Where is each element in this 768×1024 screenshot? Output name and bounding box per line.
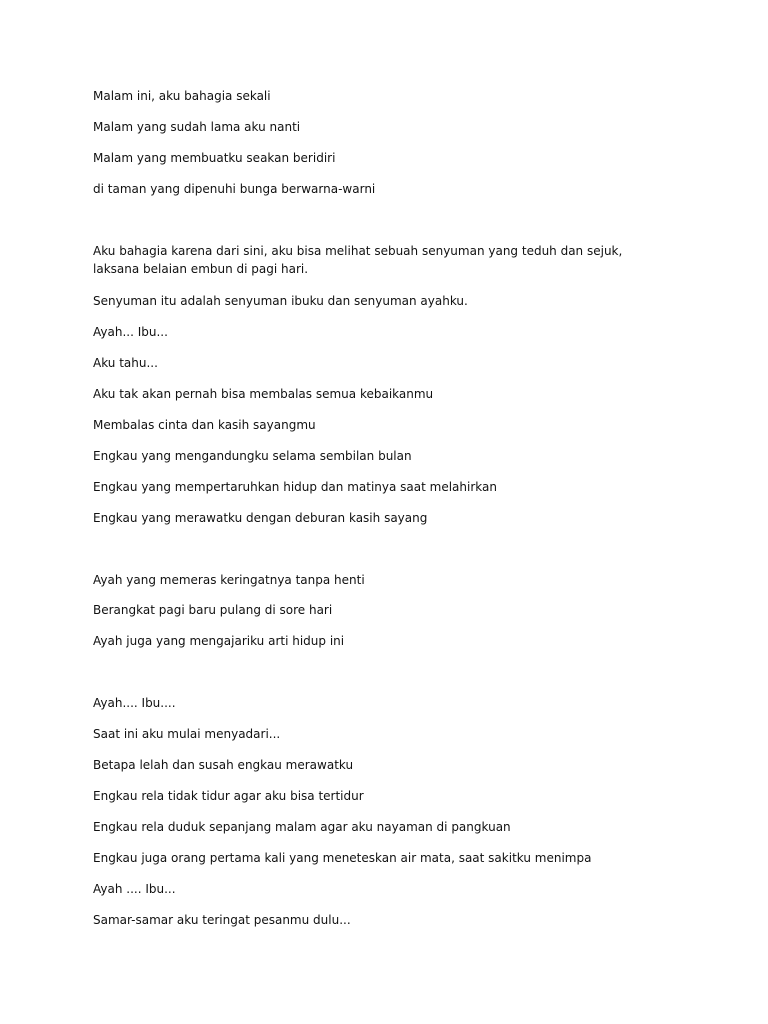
poem-line: Ayah yang memeras keringatnya tanpa henti xyxy=(93,573,365,587)
poem-line: Engkau rela tidak tidur agar aku bisa tertidur xyxy=(93,789,364,803)
poem-line: Malam ini, aku bahagia sekali xyxy=(93,89,271,103)
poem-paragraph: Aku bahagia karena dari sini, aku bisa melihat sebuah senyuman yang teduh dan sejuk, laksana belaian embun di pagi hari. xyxy=(93,244,623,276)
poem-line: di taman yang dipenuhi bunga berwarna-warni xyxy=(93,182,376,196)
poem-line: Betapa lelah dan susah engkau merawatku xyxy=(93,758,354,772)
poem-line: Senyuman itu adalah senyuman ibuku dan senyuman ayahku. xyxy=(93,294,468,308)
poem-line: Engkau rela duduk sepanjang malam agar aku nayaman di pangkuan xyxy=(93,820,511,834)
poem-line: Ayah.... Ibu.... xyxy=(93,696,176,710)
poem-line: Aku tahu... xyxy=(93,356,158,370)
poem-line: Engkau yang mengandungku selama sembilan bulan xyxy=(93,449,412,463)
poem-line: Engkau yang merawatku dengan deburan kasih sayang xyxy=(93,511,428,525)
poem-line: Berangkat pagi baru pulang di sore hari xyxy=(93,603,333,617)
poem-line: Engkau juga orang pertama kali yang meneteskan air mata, saat sakitku menimpa xyxy=(93,851,592,865)
poem-line: Malam yang sudah lama aku nanti xyxy=(93,120,301,134)
poem-line: Engkau yang mempertaruhkan hidup dan matinya saat melahirkan xyxy=(93,480,497,494)
poem-line: Ayah... Ibu... xyxy=(93,325,168,339)
poem-line: Aku tak akan pernah bisa membalas semua kebaikanmu xyxy=(93,387,434,401)
poem-line: Membalas cinta dan kasih sayangmu xyxy=(93,418,316,432)
poem-line: Saat ini aku mulai menyadari... xyxy=(93,727,281,741)
poem-line: Ayah .... Ibu... xyxy=(93,882,176,896)
poem-line: Samar-samar aku teringat pesanmu dulu... xyxy=(93,913,351,927)
poem-line: Malam yang membuatku seakan beridiri xyxy=(93,151,336,165)
poem-line: Ayah juga yang mengajariku arti hidup ini xyxy=(93,634,345,648)
